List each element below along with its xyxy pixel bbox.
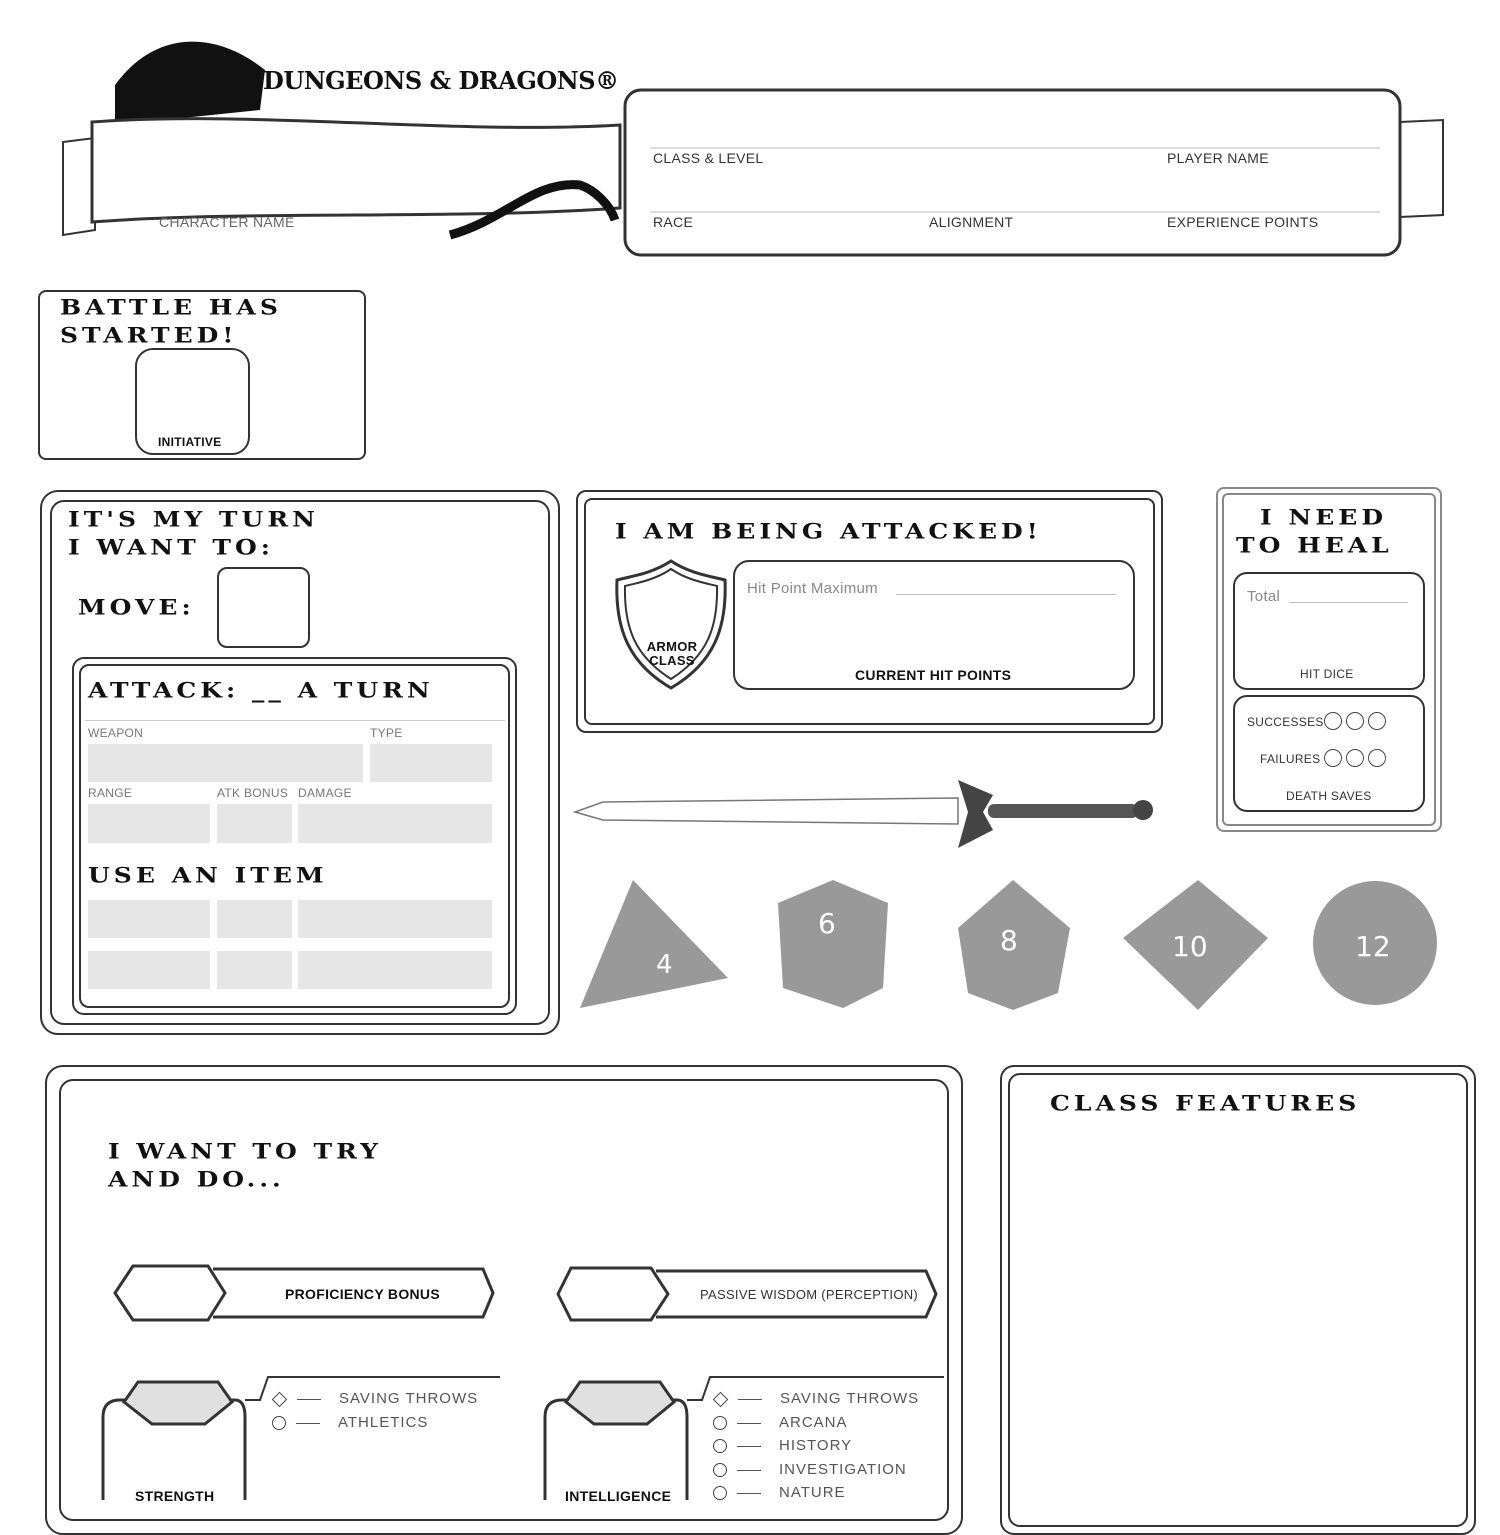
logo-text: DUNGEONS & DRAGONS® — [263, 66, 619, 95]
athletics-skill[interactable]: ATHLETICS — [272, 1414, 428, 1431]
item-field[interactable] — [217, 951, 292, 989]
death-saves-label: DEATH SAVES — [1286, 789, 1372, 803]
turn-title-1: IT'S MY TURN — [68, 507, 319, 532]
dragon-logo-icon — [115, 42, 265, 125]
type-label: TYPE — [370, 726, 403, 740]
range-field[interactable] — [88, 804, 210, 843]
nature-skill[interactable]: NATURE — [713, 1484, 846, 1501]
weapon-label: WEAPON — [88, 726, 144, 740]
move-field[interactable] — [217, 567, 310, 648]
intelligence-saving-throws[interactable]: SAVING THROWS — [713, 1390, 919, 1407]
attacked-title: I AM BEING ATTACKED! — [615, 519, 1042, 544]
experience-points-label: EXPERIENCE POINTS — [1167, 214, 1319, 230]
dice-row — [578, 878, 1438, 1013]
move-label: MOVE: — [78, 595, 195, 620]
successes-checkboxes[interactable] — [1324, 712, 1396, 730]
d6-die-icon — [778, 880, 888, 1008]
d10-die-icon — [1123, 880, 1268, 1010]
intelligence-score-field[interactable] — [552, 1430, 677, 1480]
heal-title-1: I NEED — [1260, 505, 1388, 530]
hp-max-field[interactable] — [896, 594, 1116, 595]
heal-title-2: TO HEAL — [1236, 533, 1393, 558]
class-level-label: CLASS & LEVEL — [653, 150, 764, 166]
successes-label: SUCCESSES — [1247, 715, 1324, 729]
range-label: RANGE — [88, 786, 133, 800]
failures-label: FAILURES — [1260, 752, 1321, 766]
class-features-title: CLASS FEATURES — [1050, 1091, 1361, 1116]
investigation-skill[interactable]: INVESTIGATION — [713, 1461, 907, 1478]
class-features-field[interactable] — [1015, 1130, 1460, 1490]
svg-text:6: 6 — [818, 907, 836, 940]
item-field[interactable] — [88, 951, 210, 989]
svg-text:8: 8 — [1000, 924, 1018, 957]
passive-wisdom-label: PASSIVE WISDOM (PERCEPTION) — [700, 1287, 919, 1302]
strength-score-field[interactable] — [110, 1430, 235, 1480]
total-label: Total — [1247, 588, 1281, 605]
proficiency-bonus-label: PROFICIENCY BONUS — [285, 1286, 440, 1302]
attack-title: ATTACK: __ A TURN — [88, 678, 434, 703]
strength-label: STRENGTH — [135, 1488, 215, 1504]
player-name-label: PLAYER NAME — [1167, 150, 1269, 166]
initiative-label: INITIATIVE — [158, 435, 222, 449]
total-field[interactable] — [1290, 602, 1408, 603]
battle-title-1: BATTLE HAS — [60, 295, 282, 320]
armor-class-shield-icon[interactable] — [613, 558, 729, 692]
try-title-2: AND DO... — [108, 1167, 285, 1192]
alignment-label: ALIGNMENT — [929, 214, 1014, 230]
svg-text:12: 12 — [1355, 930, 1391, 963]
try-title-1: I WANT TO TRY — [108, 1139, 382, 1164]
item-field[interactable] — [217, 900, 292, 938]
item-field[interactable] — [298, 951, 492, 989]
sword-icon — [573, 770, 1158, 858]
hp-max-label: Hit Point Maximum — [747, 580, 878, 597]
intelligence-label: INTELLIGENCE — [565, 1488, 672, 1504]
race-label: RACE — [653, 214, 694, 230]
atk-bonus-label: ATK BONUS — [217, 786, 289, 800]
current-hp-label: CURRENT HIT POINTS — [855, 667, 1012, 683]
arcana-skill[interactable]: ARCANA — [713, 1414, 848, 1431]
character-name-label: CHARACTER NAME — [159, 214, 295, 230]
turn-title-2: I WANT TO: — [68, 535, 275, 560]
weapon-field[interactable] — [88, 744, 363, 782]
strength-saving-throws[interactable]: SAVING THROWS — [272, 1390, 478, 1407]
atk-bonus-field[interactable] — [217, 804, 292, 843]
damage-label: DAMAGE — [298, 786, 352, 800]
armor-class-label: ARMOR CLASS — [646, 639, 698, 668]
damage-field[interactable] — [298, 804, 492, 843]
type-field[interactable] — [370, 744, 492, 782]
d12-die-icon — [1313, 881, 1437, 1005]
item-field[interactable] — [298, 900, 492, 938]
d8-die-icon — [958, 880, 1070, 1010]
item-field[interactable] — [88, 900, 210, 938]
svg-text:10: 10 — [1172, 930, 1208, 963]
character-info-box — [625, 90, 1400, 255]
hit-dice-label: HIT DICE — [1300, 667, 1354, 681]
svg-text:4: 4 — [656, 950, 673, 980]
passive-wisdom-field[interactable] — [568, 1270, 653, 1318]
history-skill[interactable]: HISTORY — [713, 1437, 852, 1454]
failures-checkboxes[interactable] — [1324, 749, 1396, 767]
character-name-field[interactable] — [100, 150, 600, 210]
battle-title-2: STARTED! — [60, 323, 238, 348]
proficiency-bonus-field[interactable] — [125, 1268, 210, 1318]
d4-die-icon — [580, 880, 728, 1008]
use-item-title: USE AN ITEM — [88, 863, 328, 888]
